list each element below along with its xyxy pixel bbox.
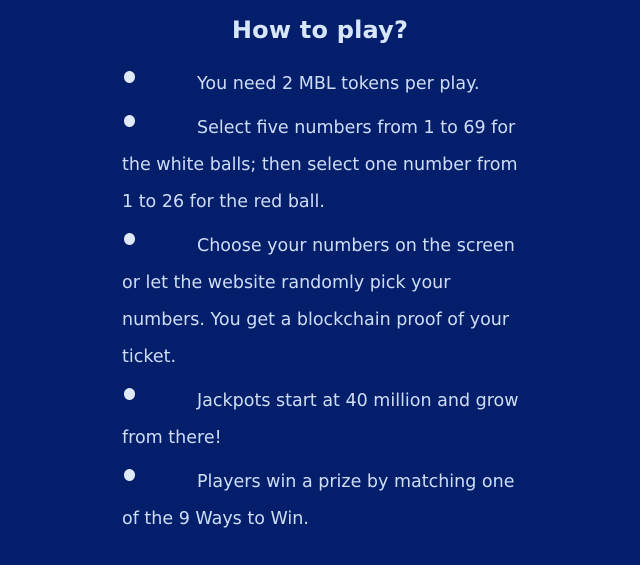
rules-list [122, 66, 527, 545]
rule-text: Choose your numbers on the screen or let the website randomly pick your numbers. You get a blockchain proof of your ticket. [122, 236, 515, 367]
bullet-icon [124, 388, 135, 400]
rule-text: Jackpots start at 40 million and grow from there! [122, 391, 519, 448]
rule-item [122, 383, 527, 457]
bullet-icon [124, 469, 135, 481]
rule-text: You need 2 MBL tokens per play. [197, 74, 480, 94]
rule-item [122, 464, 527, 538]
bullet-icon [124, 71, 135, 83]
bullet-icon [124, 233, 135, 245]
rule-item [122, 110, 527, 221]
rule-item [122, 66, 527, 103]
page-title: How to play? [231, 16, 409, 44]
rule-text: Players win a prize by matching one of the 9 Ways to Win. [122, 472, 515, 529]
bullet-icon [124, 115, 135, 127]
rule-text: Select five numbers from 1 to 69 for the white balls; then select one number from 1 to 26 for the red ball. [122, 118, 518, 212]
rule-item [122, 228, 527, 376]
